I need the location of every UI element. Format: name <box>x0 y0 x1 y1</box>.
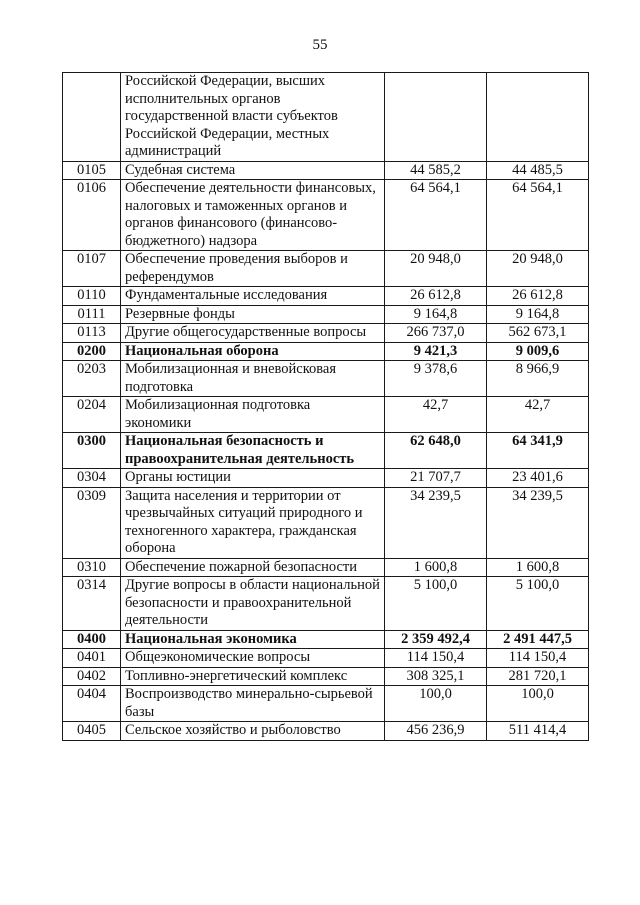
row-name: Общеэкономические вопросы <box>121 649 385 668</box>
row-code: 0404 <box>63 686 121 722</box>
row-code: 0203 <box>63 361 121 397</box>
row-value-2: 5 100,0 <box>487 577 589 631</box>
row-value-2 <box>487 73 589 162</box>
row-name: Органы юстиции <box>121 469 385 488</box>
row-value-2: 8 966,9 <box>487 361 589 397</box>
row-value-2: 281 720,1 <box>487 667 589 686</box>
row-value-1: 2 359 492,4 <box>385 630 487 649</box>
row-value-1: 62 648,0 <box>385 433 487 469</box>
row-value-2: 42,7 <box>487 397 589 433</box>
table-row <box>63 305 589 324</box>
row-value-1: 456 236,9 <box>385 722 487 741</box>
row-value-1: 26 612,8 <box>385 287 487 306</box>
budget-table <box>62 72 589 741</box>
row-value-1: 1 600,8 <box>385 558 487 577</box>
row-value-2: 1 600,8 <box>487 558 589 577</box>
row-name: Мобилизационная подготовка экономики <box>121 397 385 433</box>
row-name: Другие общегосударственные вопросы <box>121 324 385 343</box>
row-value-2: 64 564,1 <box>487 180 589 251</box>
row-code: 0310 <box>63 558 121 577</box>
row-code: 0200 <box>63 342 121 361</box>
row-name: Обеспечение пожарной безопасности <box>121 558 385 577</box>
row-code: 0204 <box>63 397 121 433</box>
row-name: Сельское хозяйство и рыболовство <box>121 722 385 741</box>
row-value-1: 42,7 <box>385 397 487 433</box>
row-name: Резервные фонды <box>121 305 385 324</box>
row-code: 0107 <box>63 251 121 287</box>
row-value-2: 26 612,8 <box>487 287 589 306</box>
row-name: Российской Федерации, высших исполнительных органов государственной власти субъектов Российской Федерации, местных администраций <box>121 73 385 162</box>
row-value-2: 100,0 <box>487 686 589 722</box>
row-value-1: 44 585,2 <box>385 161 487 180</box>
table-row <box>63 667 589 686</box>
table-row <box>63 558 589 577</box>
row-code: 0405 <box>63 722 121 741</box>
row-name: Обеспечение проведения выборов и референдумов <box>121 251 385 287</box>
row-code: 0309 <box>63 487 121 558</box>
table-row <box>63 469 589 488</box>
row-name: Обеспечение деятельности финансовых, налоговых и таможенных органов и органов финансового (финансово-бюджетного) надзора <box>121 180 385 251</box>
row-name: Фундаментальные исследования <box>121 287 385 306</box>
table-row <box>63 73 589 162</box>
table-row <box>63 287 589 306</box>
table-row <box>63 161 589 180</box>
row-code: 0314 <box>63 577 121 631</box>
table-row <box>63 577 589 631</box>
row-value-2: 20 948,0 <box>487 251 589 287</box>
row-name: Защита населения и территории от чрезвычайных ситуаций природного и техногенного характера, гражданская оборона <box>121 487 385 558</box>
row-value-1: 64 564,1 <box>385 180 487 251</box>
row-code: 0106 <box>63 180 121 251</box>
table-row <box>63 180 589 251</box>
table-row <box>63 649 589 668</box>
row-value-2: 23 401,6 <box>487 469 589 488</box>
table-row <box>63 361 589 397</box>
row-code: 0402 <box>63 667 121 686</box>
page-number: 55 <box>312 37 328 53</box>
row-value-1: 100,0 <box>385 686 487 722</box>
row-value-2: 34 239,5 <box>487 487 589 558</box>
row-code <box>63 73 121 162</box>
row-value-1 <box>385 73 487 162</box>
row-value-2: 2 491 447,5 <box>487 630 589 649</box>
table-row <box>63 433 589 469</box>
row-value-2: 9 164,8 <box>487 305 589 324</box>
row-code: 0300 <box>63 433 121 469</box>
table-row <box>63 722 589 741</box>
row-name: Национальная экономика <box>121 630 385 649</box>
row-value-2: 562 673,1 <box>487 324 589 343</box>
row-name: Другие вопросы в области национальной безопасности и правоохранительной деятельности <box>121 577 385 631</box>
row-value-2: 114 150,4 <box>487 649 589 668</box>
row-name: Национальная оборона <box>121 342 385 361</box>
table-row <box>63 487 589 558</box>
table-row <box>63 686 589 722</box>
row-code: 0111 <box>63 305 121 324</box>
row-code: 0113 <box>63 324 121 343</box>
row-name: Мобилизационная и вневойсковая подготовка <box>121 361 385 397</box>
row-value-1: 34 239,5 <box>385 487 487 558</box>
budget-table-body <box>63 73 589 741</box>
table-row <box>63 342 589 361</box>
row-value-1: 20 948,0 <box>385 251 487 287</box>
row-code: 0304 <box>63 469 121 488</box>
row-code: 0110 <box>63 287 121 306</box>
row-value-1: 114 150,4 <box>385 649 487 668</box>
row-value-2: 9 009,6 <box>487 342 589 361</box>
row-name: Национальная безопасность и правоохранительная деятельность <box>121 433 385 469</box>
row-value-1: 308 325,1 <box>385 667 487 686</box>
row-value-1: 5 100,0 <box>385 577 487 631</box>
row-value-1: 9 164,8 <box>385 305 487 324</box>
row-value-1: 9 421,3 <box>385 342 487 361</box>
row-code: 0105 <box>63 161 121 180</box>
table-row <box>63 397 589 433</box>
row-name: Топливно-энергетический комплекс <box>121 667 385 686</box>
table-row <box>63 324 589 343</box>
row-value-1: 266 737,0 <box>385 324 487 343</box>
row-code: 0401 <box>63 649 121 668</box>
row-name: Воспроизводство минерально-сырьевой базы <box>121 686 385 722</box>
row-value-1: 9 378,6 <box>385 361 487 397</box>
table-row <box>63 251 589 287</box>
row-value-2: 44 485,5 <box>487 161 589 180</box>
row-value-1: 21 707,7 <box>385 469 487 488</box>
row-name: Судебная система <box>121 161 385 180</box>
table-row <box>63 630 589 649</box>
row-value-2: 511 414,4 <box>487 722 589 741</box>
row-code: 0400 <box>63 630 121 649</box>
row-value-2: 64 341,9 <box>487 433 589 469</box>
